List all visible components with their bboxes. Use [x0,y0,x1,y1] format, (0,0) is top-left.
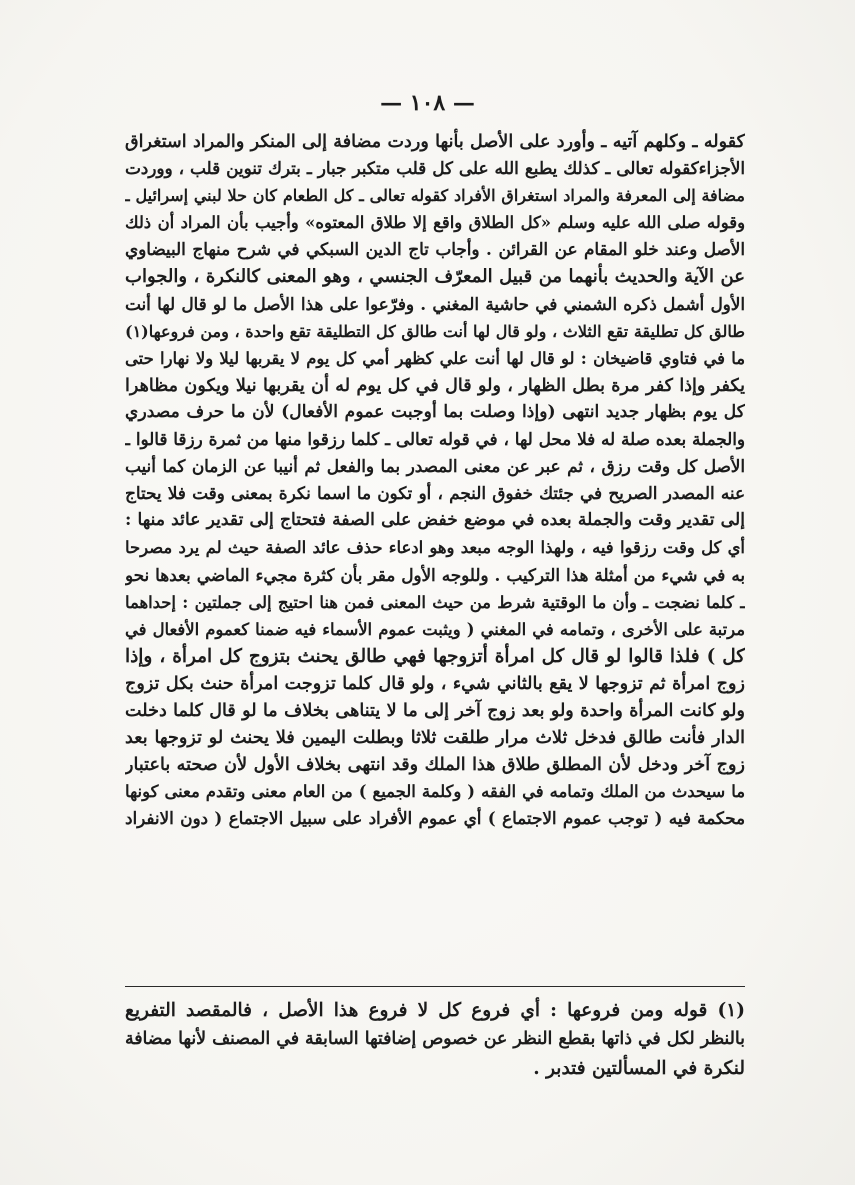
text-line: عنه المصدر الصريح في جئتك خفوق النجم ، أو تكون ما اسما نكرة بمعنى وقت فلا يحتاج [125,483,745,504]
text-line: يكفر وإذا كفر مرة بطل الظهار ، ولو قال في كل يوم له أن يقربها نيلا ويكون مظاهرا [125,374,745,396]
text-line: والجملة بعده صلة له فلا محل لها ، في قوله تعالى ـ كلما رزقوا منها من ثمرة رزقا قالوا ـ [125,429,745,450]
main-text [125,128,745,832]
text-line: مرتبة على الأخرى ، وتمامه في المغني ( ويثبت عموم الأسماء فيه ضمنا كعموم الأفعال في [125,619,745,639]
text-line: محكمة فيه ( توجب عموم الاجتماع ) أي عموم الأفراد على سبيل الاجتماع ( دون الانفراد [125,808,745,829]
text-line: الأصل وعند خلو المقام عن القرائن . وأجاب تاج الدين السبكي في شرح منهاج البيضاوي [125,239,745,260]
text-line: كل يوم بظهار جديد انتهى (وإذا وصلت بما أوجبت عموم الأفعال) لأن ما حرف مصدري [125,401,745,422]
text-line: الأجزاءكقوله تعالى ـ كذلك يطبع الله على كل قلب متكبر جبار ـ بترك تنوين قلب ، ووردت [125,158,745,179]
text-line: إلى تقدير وقت والجملة بعده في موضع خفض على الصفة فتحتاج إلى تقدير عائد منها : [125,510,745,531]
text-line: ما في فتاوي قاضيخان : لو قال لها أنت علي كظهر أمي كل يوم لا يقربها ليلا ولا نهارا حتى [125,348,745,368]
text-line: الدار فأنت طالق فدخل ثلاث مرار طلقت ثلاثا وبطلت اليمين فلا يحنث لو تزوجها بعد [125,727,745,749]
text-line: أي كل وقت رزقوا فيه ، ولهذا الوجه مبعد وهو ادعاء حذف عائد الصفة حيث لم يرد مصرحا [125,538,745,558]
text-line: الأول أشمل ذكره الشمني في حاشية المغني . وفرّعوا على هذا الأصل ما لو قال لها أنت [125,293,745,314]
footnote-separator [125,986,745,987]
text-line: كقوله ـ وكلهم آتيه ـ وأورد على الأصل بأنها وردت مضافة إلى المنكر والمراد استغراق [125,131,745,152]
text-line: ولو كانت المرأة واحدة ولو بعد زوج آخر إلى ما لا يتناهى بخلاف ما لو قال كلما دخلت [125,699,745,721]
text-line: به في شيء من أمثلة هذا التركيب . وللوجه الأول مقر بأن كثرة مجيء الماضي بعدها نحو [125,564,745,585]
text-line: مضافة إلى المعرفة والمراد استغراق الأفراد كقوله تعالى ـ كل الطعام كان حلا لبني إسرائيل ـ [125,186,745,206]
text-line: طالق كل تطليقة تقع الثلاث ، ولو قال لها أنت طالق كل التطليقة تقع واحدة ، ومن فروعها(١) [125,321,745,341]
footnote-line: (١) قوله ومن فروعها : أي فروع كل لا فروع هذا الأصل ، فالمقصد التفريع [125,1000,745,1021]
footnote-line: بالنظر لكل في ذاتها بقطع النظر عن خصوص إضافتها السابقة في المصنف لأنها مضافة [125,1029,745,1049]
text-line: ما سيحدث من الملك وتمامه في الفقه ( وكلمة الجميع ) من العام معنى وتقدم معنى كونها [125,782,745,802]
text-line: الأصل كل وقت رزق ، ثم عبر عن معنى المصدر بما والفعل ثم أنيبا عن الزمان كما أنيب [125,456,745,477]
footnote [125,996,745,1083]
text-line: وقوله صلى الله عليه وسلم «كل الطلاق واقع إلا طلاق المعتوه» وأجيب بأن المراد أن ذلك [125,213,745,233]
footnote-line: لنكرة في المسألتين فتدبر . [533,1058,745,1079]
text-line: زوج امرأة ثم تزوجها لا يقع بالثاني شيء ، ولو قال كلما تزوجت امرأة حنث بكل تزوج [125,672,745,694]
text-line: عن الآية والحديث بأنهما من قبيل المعرّف الجنسي ، وهو المعنى كالنكرة ، والجواب [125,266,745,288]
text-line: زوج آخر ودخل لأن المطلق طلاق هذا الملك وقد انتهى بخلاف الأول لأن صحته باعتبار [125,754,745,776]
text-line: كل ) فلذا قالوا لو قال كل امرأة أتزوجها فهي طالق يحنث بتزوج كل امرأة ، وإذا [125,645,745,667]
text-line: ـ كلما نضجت ـ وأن ما الوقتية شرط من حيث المعنى فمن هنا احتيج إلى جملتين : إحداهما [125,592,745,612]
page-number: — ١٠٨ — [380,90,475,116]
